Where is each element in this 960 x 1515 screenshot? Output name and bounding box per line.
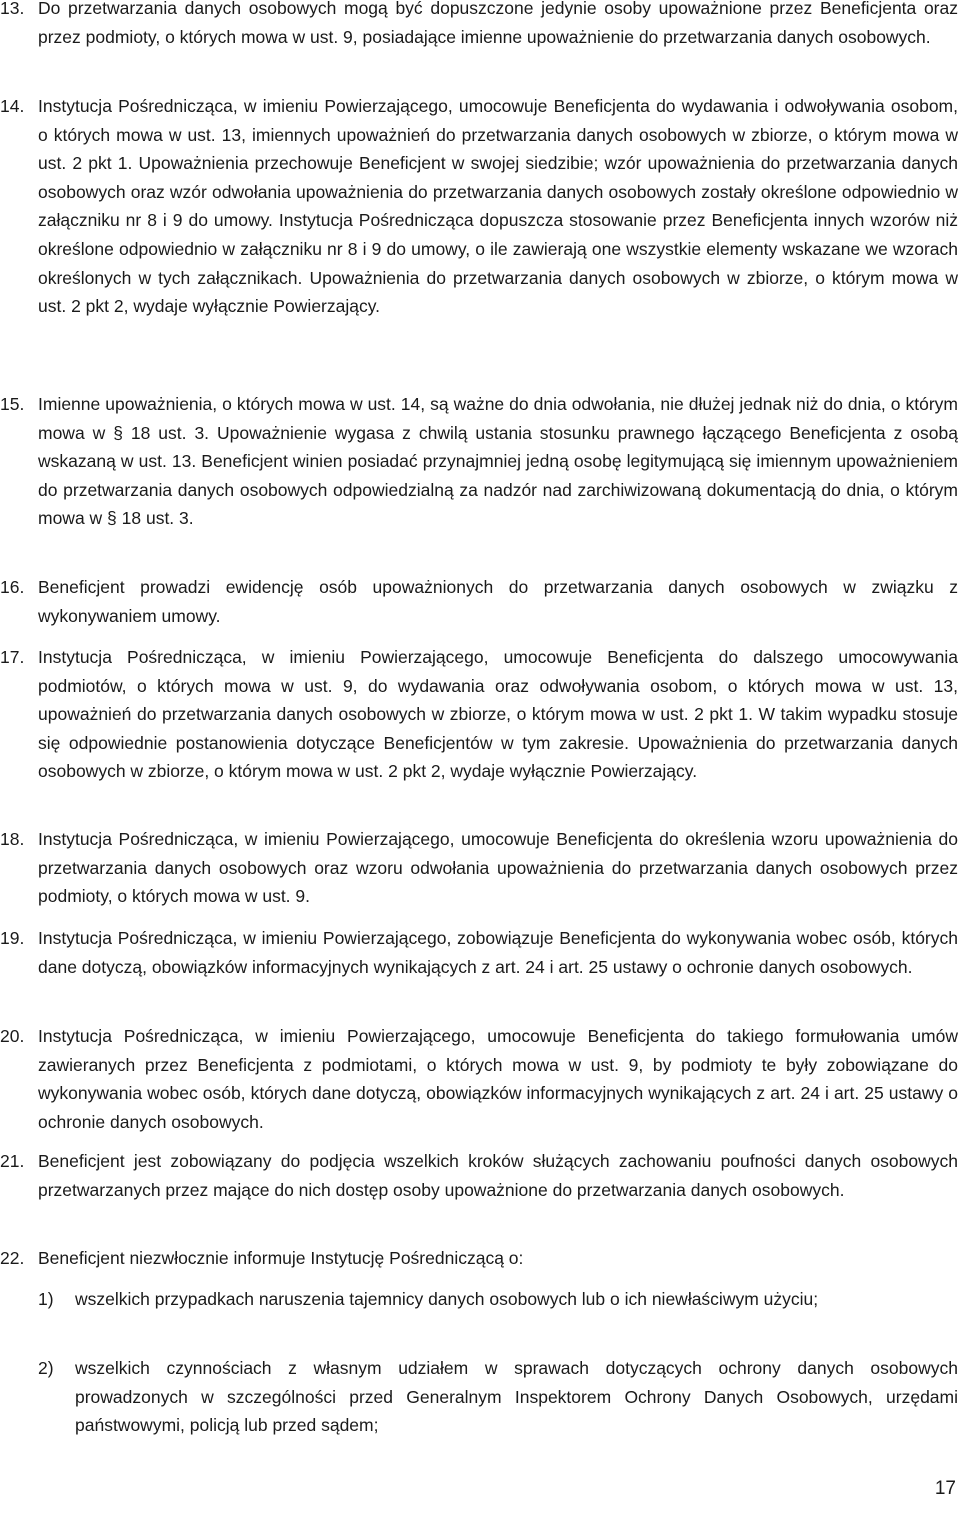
subitem-number: 1): [38, 1289, 54, 1309]
paragraph-text: Instytucja Pośrednicząca, w imieniu Powierzającego, umocowuje Beneficjenta do takiego formułowania umów zawieranych przez Beneficjenta z podmiotami, o których mowa w ust. 9, by podmioty te były zobowiązane do wykonywania wobec osób, których dane dotyczą, obowiązków informacyjnych wynikających z art. 24 i art. 25 ustawy o ochronie danych osobowych.: [38, 1026, 958, 1132]
paragraph-text: Imienne upoważnienia, o których mowa w ust. 14, są ważne do dnia odwołania, nie dłużej jednak niż do dnia, o którym mowa w § 18 ust. 3. Upoważnienie wygasa z chwilą ustania stosunku prawnego łączącego Beneficjenta z osobą wskazaną w ust. 13. Beneficjent winien posiadać przynajmniej jedną osobę legitymującą się imiennym upoważnieniem do przetwarzania danych osobowych odpowiedzialną za nadzór nad zarchiwizowaną dokumentacją do dnia, o którym mowa w § 18 ust. 3.: [38, 394, 958, 529]
subitem-1: [38, 1285, 958, 1314]
page-number: 17: [934, 1478, 956, 1499]
paragraph-number: 22.: [0, 1248, 25, 1268]
paragraph-number: 13.: [0, 0, 25, 18]
paragraph-number: 19.: [0, 928, 25, 948]
paragraph-19: [0, 924, 958, 981]
paragraph-text: Instytucja Pośrednicząca, w imieniu Powierzającego, umocowuje Beneficjenta do wydawania i odwoływania osobom, o których mowa w ust. 13, imiennych upoważnień do przetwarzania danych osobowych w zbiorze, o którym mowa w ust. 2 pkt 1. Upoważnienia przechowuje Beneficjent w swojej siedzibie; wzór upoważnienia do przetwarzania danych osobowych oraz wzór odwołania upoważnienia do przetwarzania danych osobowych zostały określone odpowiednio w załączniku nr 8 i 9 do umowy. Instytucja Pośrednicząca dopuszcza stosowanie przez Beneficjenta innych wzorów niż określone odpowiednio w załączniku nr 8 i 9 do umowy, o ile zawierają one wszystkie elementy wskazane we wzorach określonych w tych załącznikach. Upoważnienia do przetwarzania danych osobowych w zbiorze, o którym mowa w ust. 2 pkt 2, wydaje wyłącznie Powierzający.: [38, 96, 958, 317]
paragraph-14: [0, 92, 958, 321]
paragraph-number: 20.: [0, 1026, 25, 1046]
paragraph-number: 21.: [0, 1151, 25, 1171]
paragraph-18: [0, 825, 958, 911]
subitem-text: wszelkich przypadkach naruszenia tajemnicy danych osobowych lub o ich niewłaściwym użyciu;: [75, 1289, 819, 1309]
paragraph-number: 16.: [0, 577, 25, 597]
subitem-2: [38, 1354, 958, 1440]
paragraph-number: 15.: [0, 394, 25, 414]
subitem-number: 2): [38, 1358, 54, 1378]
paragraph-text: Do przetwarzania danych osobowych mogą być dopuszczone jedynie osoby upoważnione przez Beneficjenta oraz przez podmioty, o których mowa w ust. 9, posiadające imienne upoważnienie do przetwarzania danych osobowych.: [38, 0, 958, 47]
paragraph-number: 14.: [0, 96, 25, 116]
subitem-text: wszelkich czynnościach z własnym udziałem w sprawach dotyczących ochrony danych osobowych prowadzonych w szczególności przed Generalnym Inspektorem Ochrony Danych Osobowych, urzędami państwowymi, policją lub przed sądem;: [75, 1358, 958, 1436]
paragraph-text: Beneficjent niezwłocznie informuje Instytucję Pośredniczącą o:: [38, 1248, 524, 1268]
paragraph-17: [0, 643, 958, 786]
paragraph-text: Instytucja Pośrednicząca, w imieniu Powierzającego, umocowuje Beneficjenta do określenia wzoru upoważnienia do przetwarzania danych osobowych oraz wzoru odwołania upoważnienia do przetwarzania danych osobowych przez podmioty, o których mowa w ust. 9.: [38, 829, 958, 907]
paragraph-13: [0, 0, 958, 51]
paragraph-text: Instytucja Pośrednicząca, w imieniu Powierzającego, umocowuje Beneficjenta do dalszego umocowywania podmiotów, o których mowa w ust. 9, do wydawania oraz odwoływania osobom, o których mowa w ust. 13, upoważnień do przetwarzania danych osobowych w zbiorze, o którym mowa w ust. 2 pkt 1. W takim wypadku stosuje się odpowiednie postanowienia dotyczące Beneficjentów w tym zakresie. Upoważnienia do przetwarzania danych osobowych w zbiorze, o którym mowa w ust. 2 pkt 2, wydaje wyłącznie Powierzający.: [38, 647, 958, 782]
paragraph-15: [0, 390, 958, 533]
paragraph-22: [0, 1244, 958, 1273]
paragraph-21: [0, 1147, 958, 1204]
paragraph-16: [0, 573, 958, 630]
paragraph-number: 18.: [0, 829, 25, 849]
paragraph-text: Instytucja Pośrednicząca, w imieniu Powierzającego, zobowiązuje Beneficjenta do wykonywania wobec osób, których dane dotyczą, obowiązków informacyjnych wynikających z art. 24 i art. 25 ustawy o ochronie danych osobowych.: [38, 928, 958, 977]
paragraph-text: Beneficjent prowadzi ewidencję osób upoważnionych do przetwarzania danych osobowych w związku z wykonywaniem umowy.: [38, 577, 958, 626]
paragraph-text: Beneficjent jest zobowiązany do podjęcia wszelkich kroków służących zachowaniu poufności danych osobowych przetwarzanych przez mające do nich dostęp osoby upoważnione do przetwarzania danych osobowych.: [38, 1151, 958, 1200]
paragraph-20: [0, 1022, 958, 1136]
paragraph-number: 17.: [0, 647, 25, 667]
